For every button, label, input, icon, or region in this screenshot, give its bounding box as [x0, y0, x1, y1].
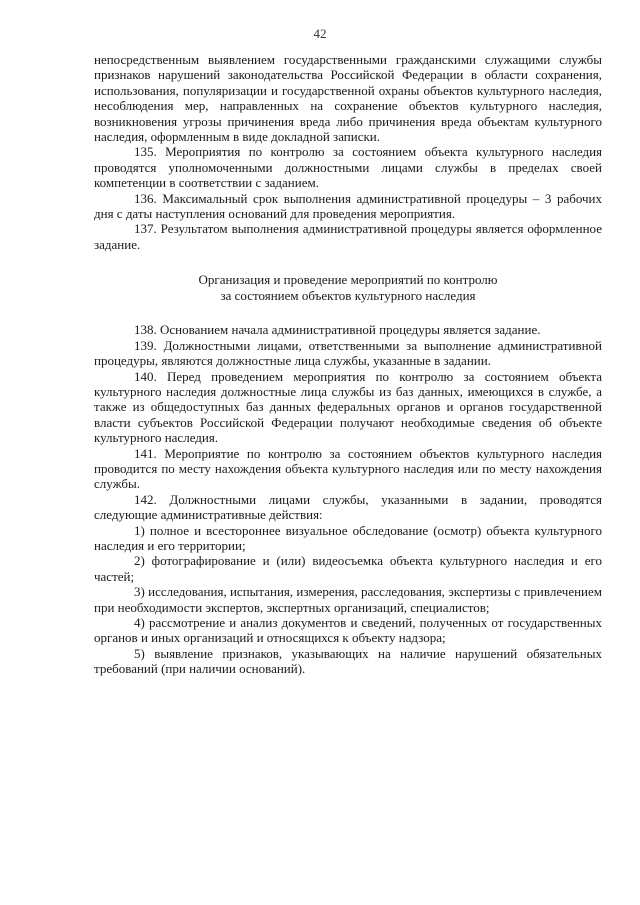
document-body — [94, 52, 602, 677]
paragraph-135: 135. Мероприятия по контролю за состоянием объекта культурного наследия проводятся уполномоченными должностными лицами службы в пределах своей компетенции в соответствии с заданием. — [94, 144, 602, 191]
section-heading-line-2: за состоянием объектов культурного наследия — [220, 288, 476, 304]
list-item-2: 2) фотографирование и (или) видеосъемка объекта культурного наследия и его частей; — [94, 553, 602, 584]
paragraph-136: 136. Максимальный срок выполнения административной процедуры – 3 рабочих дня с даты наступления оснований для проведения мероприятия. — [94, 190, 602, 222]
paragraph-137: 137. Результатом выполнения административной процедуры является оформленное задание. — [94, 221, 602, 252]
list-item-3: 3) исследования, испытания, измерения, расследования, экспертизы с привлечением при необходимости экспертов, экспертных организаций, специалистов; — [94, 584, 602, 615]
paragraph-140: 140. Перед проведением мероприятия по контролю за состоянием объекта культурного наследия должностные лица службы из баз данных, имеющихся в службе, а также из общедоступных баз данных федеральных органов и органов государственной власти субъектов Российской Федерации получают необходимые сведения об объекте культурного наследия. — [94, 368, 602, 446]
paragraph-141: 141. Мероприятие по контролю за состоянием объектов культурного наследия проводится по месту нахождения объекта культурного наследия или по месту нахождения службы. — [94, 445, 602, 492]
section-heading-line-1: Организация и проведение мероприятий по контролю — [198, 272, 498, 288]
list-item-5: 5) выявление признаков, указывающих на наличие нарушений обязательных требований (при наличии оснований). — [94, 645, 602, 677]
paragraph-continuation: непосредственным выявлением государственными гражданскими служащими службы признаков нарушений законодательства Российской Федерации в области сохранения, использования, популяризации и государственной охраны объектов культурного наследия, несоблюдения мер, направленных на сохранение объектов культурного наследия, возникновения угрозы причинения вреда либо причинения вреда объектам культурного наследия, оформленным в виде докладной записки. — [94, 52, 602, 145]
paragraph-139: 139. Должностными лицами, ответственными за выполнение административной процедуры, являются должностные лица службы, указанные в задании. — [94, 337, 602, 369]
paragraph-142: 142. Должностными лицами службы, указанными в задании, проводятся следующие административные действия: — [94, 491, 602, 523]
list-item-4: 4) рассмотрение и анализ документов и сведений, полученных от государственных органов и иных организаций и относящихся к объекту надзора; — [94, 615, 602, 646]
page-number: 42 — [313, 26, 327, 41]
paragraph-138: 138. Основанием начала административной процедуры является задание. — [134, 322, 541, 338]
section-heading — [94, 272, 602, 304]
list-item-1: 1) полное и всестороннее визуальное обследование (осмотр) объекта культурного наследия и его территории; — [94, 522, 602, 553]
